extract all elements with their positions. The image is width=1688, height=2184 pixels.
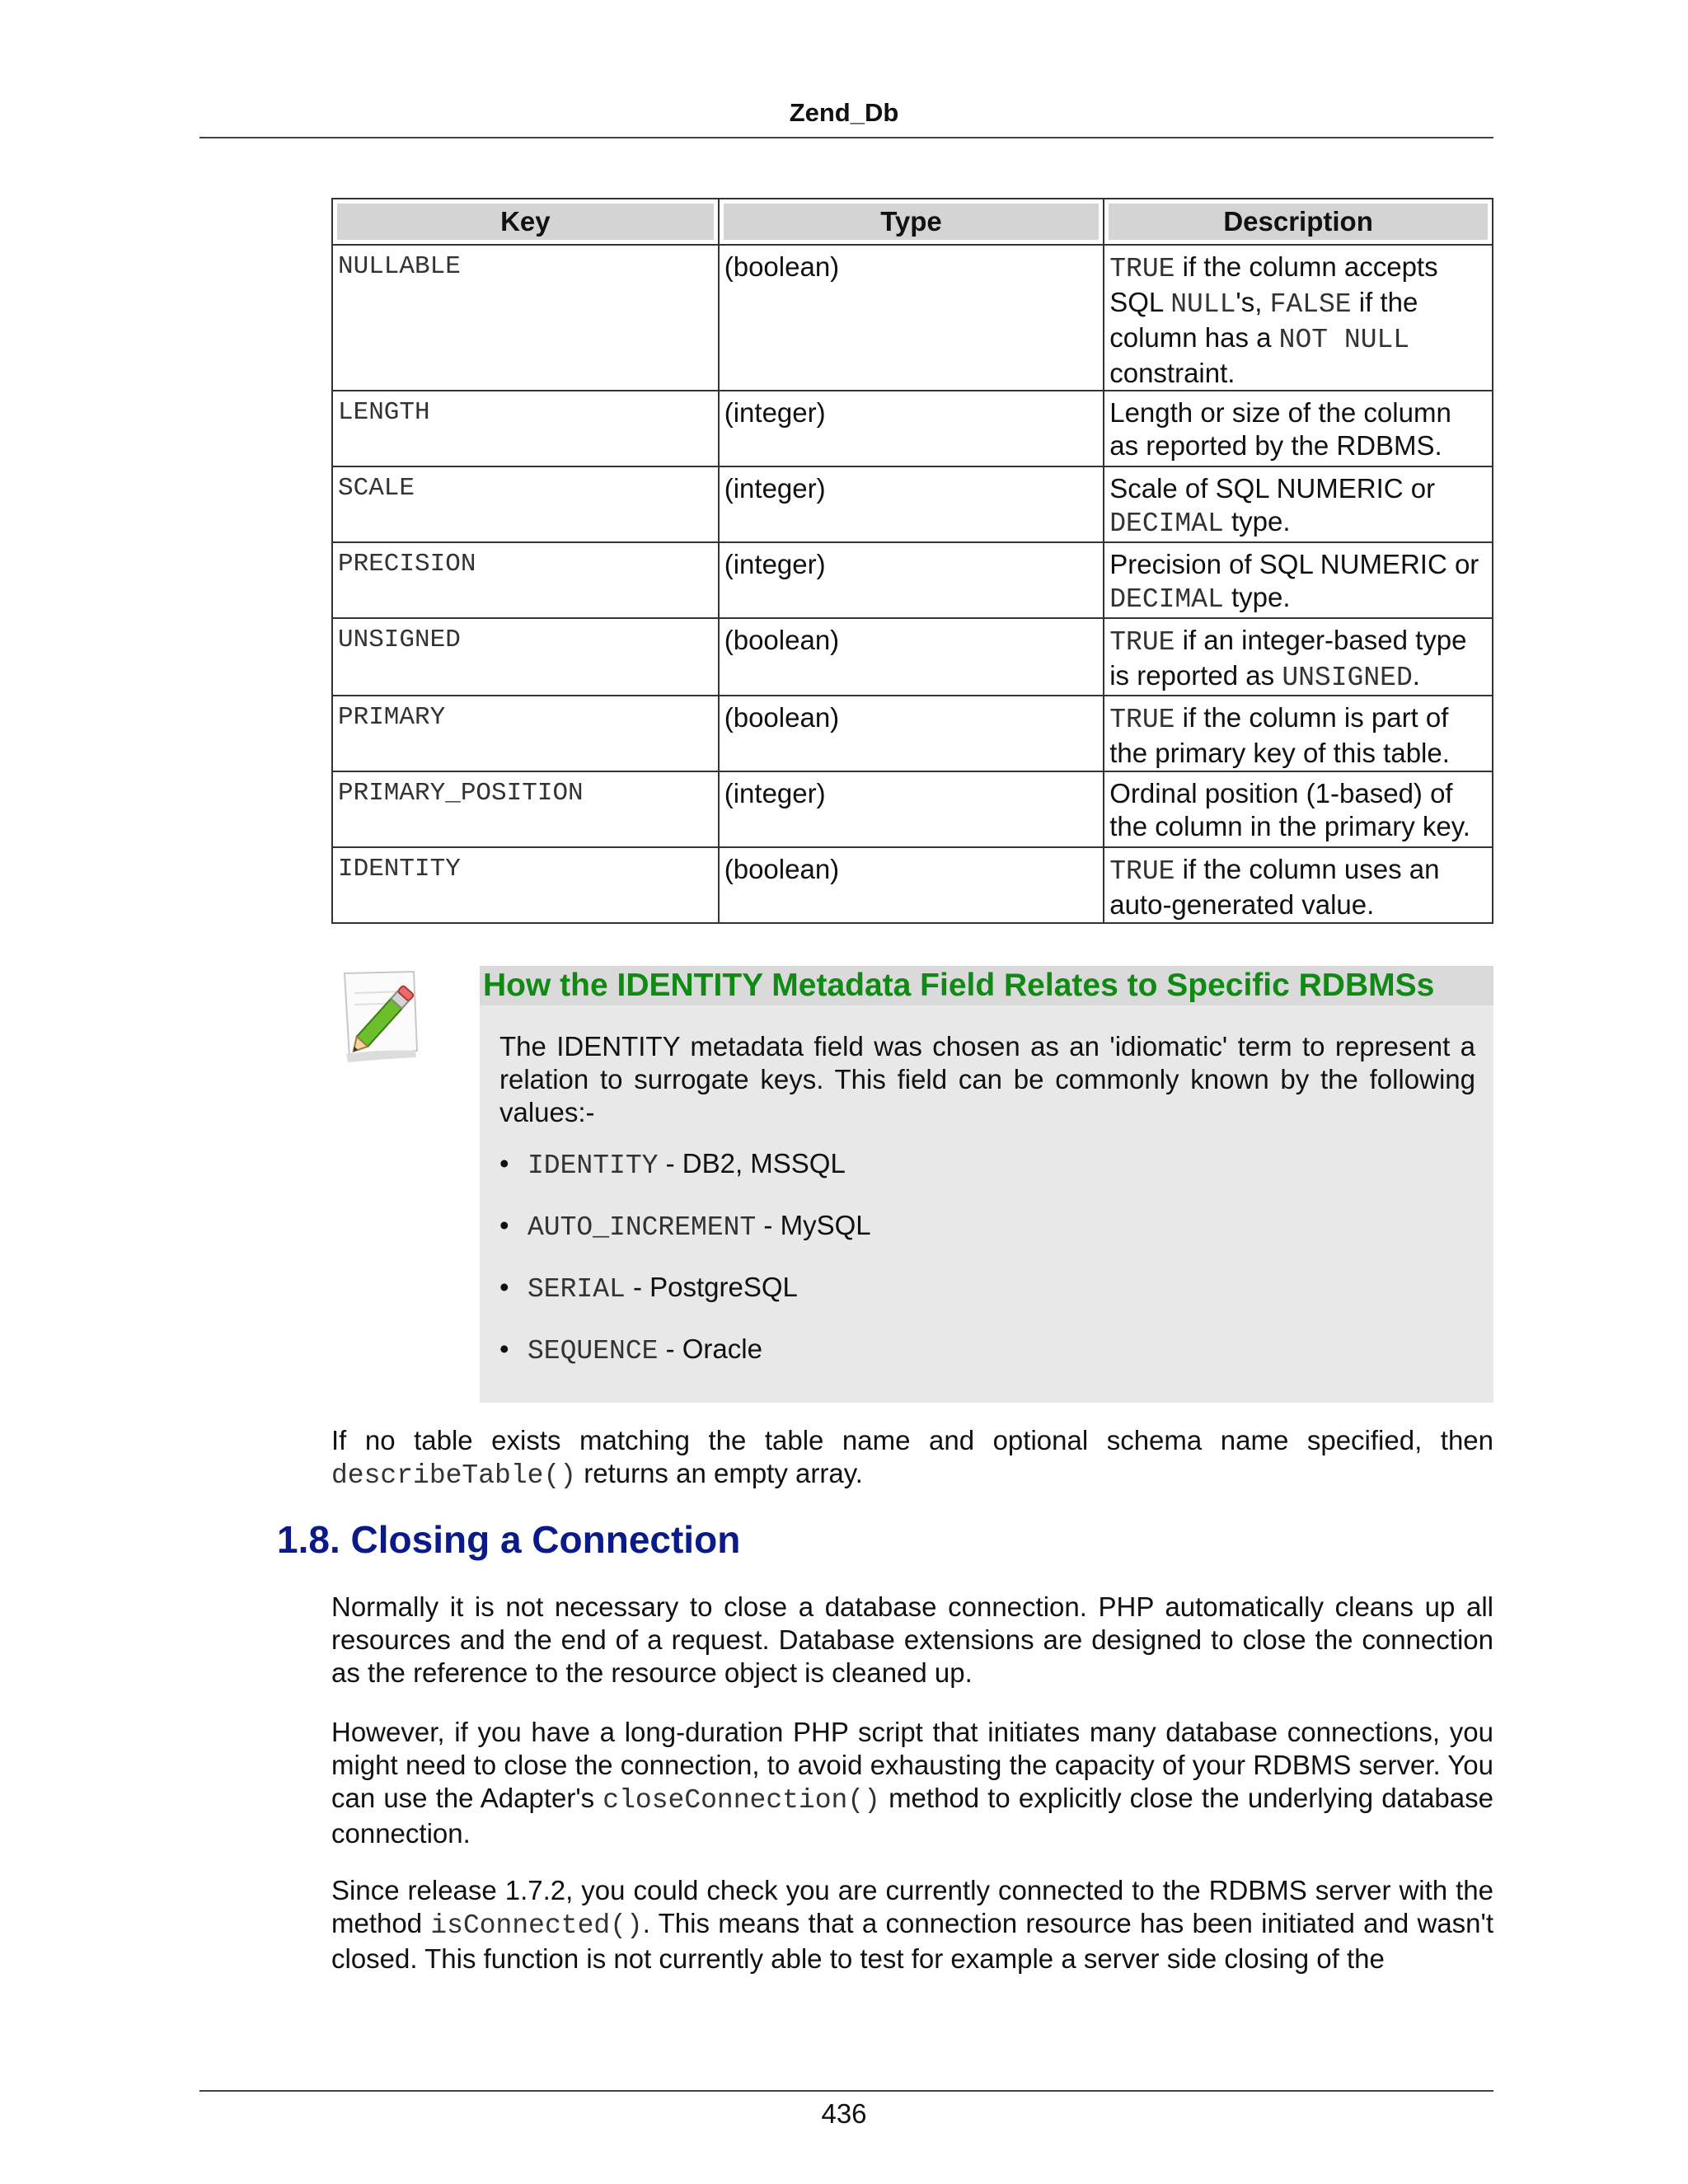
cell-description: TRUE if the column accepts SQL NULL's, FALSE if the column has a NOT NULL constraint. <box>1104 246 1493 391</box>
cell-description: Scale of SQL NUMERIC or DECIMAL type. <box>1104 467 1493 543</box>
cell-type: (integer) <box>720 467 1104 543</box>
cell-key: IDENTITY <box>333 848 720 924</box>
cell-key: PRIMARY_POSITION <box>333 772 720 848</box>
table-row <box>333 467 1493 543</box>
column-header-description: Description <box>1104 199 1493 246</box>
cell-key: PRIMARY <box>333 696 720 772</box>
cell-description: TRUE if an integer-based type is reported as UNSIGNED. <box>1104 619 1493 696</box>
header-rule <box>199 137 1493 138</box>
column-header-type: Type <box>720 199 1104 246</box>
metadata-table <box>331 198 1493 924</box>
inline-code: TRUE <box>1109 254 1175 284</box>
cell-type: (integer) <box>720 391 1104 467</box>
note-values-list <box>499 1147 1475 1368</box>
cell-description: TRUE if the column is part of the primary key of this table. <box>1104 696 1493 772</box>
cell-key: SCALE <box>333 467 720 543</box>
list-item: • IDENTITY - DB2, MSSQL <box>499 1147 1475 1183</box>
pencil-note-icon <box>338 968 429 1067</box>
inline-code: TRUE <box>1109 705 1175 735</box>
cell-type: (integer) <box>720 543 1104 619</box>
footer-rule <box>199 2090 1493 2092</box>
inline-code: UNSIGNED <box>1282 663 1413 693</box>
cell-type: (boolean) <box>720 246 1104 391</box>
note-body <box>499 1030 1475 1394</box>
paragraph-since-release: Since release 1.7.2, you could check you are currently connected to the RDBMS server with the method isConnected(). This means that a connection resource has been initiated and wasn't closed. This function is not currently able to test for example a server side closing of the <box>331 1875 1493 1974</box>
table-row <box>333 391 1493 467</box>
running-header: Zend_Db <box>789 98 899 127</box>
table-row <box>333 848 1493 924</box>
column-header-key: Key <box>333 199 720 246</box>
table-row <box>333 772 1493 848</box>
table-row <box>333 543 1493 619</box>
inline-code: TRUE <box>1109 627 1175 658</box>
inline-code: isConnected() <box>430 1910 643 1941</box>
cell-key: PRECISION <box>333 543 720 619</box>
list-item: • AUTO_INCREMENT - MySQL <box>499 1209 1475 1244</box>
cell-description: Precision of SQL NUMERIC or DECIMAL type. <box>1104 543 1493 619</box>
table-header-row <box>333 199 1493 246</box>
table-body <box>333 246 1493 924</box>
cell-description: Length or size of the column as reported by the RDBMS. <box>1104 391 1493 467</box>
cell-type: (boolean) <box>720 619 1104 696</box>
inline-code: NULL <box>1170 289 1236 320</box>
note-admonition <box>480 966 1493 1403</box>
table-row <box>333 619 1493 696</box>
inline-code: DECIMAL <box>1109 584 1224 615</box>
table-row <box>333 246 1493 391</box>
paragraph-normally: Normally it is not necessary to close a database connection. PHP automatically cleans up all resources and the end of a request. Database extensions are designed to close the connection as the reference to the resource object is cleaned up. <box>331 1591 1493 1688</box>
paragraph-describe-table: If no table exists matching the table name and optional schema name specified, then describeTable() returns an empty array. <box>331 1425 1493 1491</box>
inline-code: describeTable() <box>331 1460 577 1491</box>
section-heading: 1.8. Closing a Connection <box>277 1518 741 1561</box>
inline-code: FALSE <box>1269 289 1352 320</box>
inline-code: closeConnection() <box>603 1785 880 1816</box>
page-number: 436 <box>821 2098 867 2129</box>
inline-code: DECIMAL <box>1109 509 1224 539</box>
cell-key: LENGTH <box>333 391 720 467</box>
cell-type: (boolean) <box>720 696 1104 772</box>
note-paragraph: The IDENTITY metadata field was chosen as an 'idiomatic' term to represent a relation to surrogate keys. This field can be commonly known by the following values:- <box>499 1031 1475 1127</box>
cell-description: TRUE if the column uses an auto-generated value. <box>1104 848 1493 924</box>
inline-code: NOT NULL <box>1278 325 1410 355</box>
inline-code: TRUE <box>1109 856 1175 887</box>
cell-type: (integer) <box>720 772 1104 848</box>
cell-description: Ordinal position (1-based) of the column in the primary key. <box>1104 772 1493 848</box>
cell-key: UNSIGNED <box>333 619 720 696</box>
cell-type: (boolean) <box>720 848 1104 924</box>
table-row <box>333 696 1493 772</box>
cell-key: NULLABLE <box>333 246 720 391</box>
list-item: • SEQUENCE - Oracle <box>499 1333 1475 1368</box>
list-item: • SERIAL - PostgreSQL <box>499 1271 1475 1306</box>
paragraph-however: However, if you have a long-duration PHP script that initiates many database connections, you might need to close the connection, to avoid exhausting the capacity of your RDBMS server. You can use the Adapter's closeConnection() method to explicitly close the underlying database connection. <box>331 1717 1493 1849</box>
note-title: How the IDENTITY Metadata Field Relates to Specific RDBMSs <box>480 966 1493 1005</box>
